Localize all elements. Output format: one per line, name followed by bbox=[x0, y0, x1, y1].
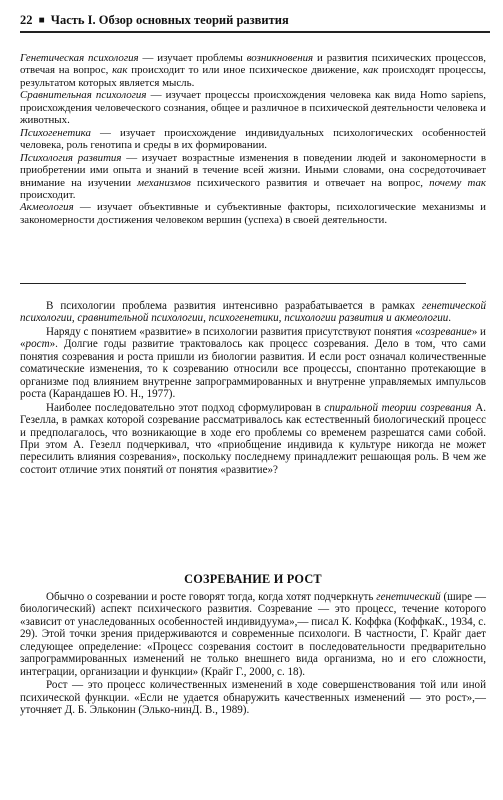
definitions-box bbox=[20, 52, 486, 226]
body-text bbox=[20, 300, 486, 476]
header-rule bbox=[20, 31, 490, 33]
definition-psychogenetics: Психогенетика — изучает происхождение индивидуальных психологических особенностей человека, роль генотипа и среды в их формировании. bbox=[20, 126, 486, 152]
page-number: 22 bbox=[20, 13, 33, 27]
paragraph: Наряду с понятием «развитие» в психологии развития присутствуют понятия «созревание» и «рост». Долгие годы развитие трактовалось как процесс созревания. Дело в том, что сами понятия созревания и роста пришли из биологии развития. И если рост означал количественные соматические изменения, то к созреванию относили все процессы, спонтанно протекающие в организме под влиянием внутренне запрограммированных и внутренне управляемых импульсов роста (Карандашев Ю. Н., 1977). bbox=[20, 325, 486, 401]
definition-development: Психология развития — изучает возрастные изменения в поведении людей и закономерности в приобретении ими опыта и знаний в течение всей жизни. Иными словами, она сосредоточивает внимание на изучении механизмов психического развития и отвечает на вопрос, почему так происходит. bbox=[20, 151, 486, 201]
definition-term: Акмеология bbox=[20, 201, 74, 214]
definitions-rule bbox=[20, 283, 466, 284]
definition-comparative: Сравнительная психология — изучает процессы происхождения человека как вида Homo sapiens, происхождения человеческого сознания, общее и различное в психической деятельности человека и животных. bbox=[20, 89, 486, 127]
body-text-section bbox=[20, 591, 486, 717]
section-heading: СОЗРЕВАНИЕ И РОСТ bbox=[184, 572, 322, 586]
definition-term: Психология развития bbox=[20, 151, 122, 164]
definition-term: Психогенетика bbox=[20, 126, 91, 139]
definition-term: Генетическая психология bbox=[20, 52, 139, 64]
header-title: Часть I. Обзор основных теорий развития bbox=[50, 13, 289, 27]
definition-acmeology: Акмеология — изучает объективные и субъективные факторы, психологические механизмы и закономерности достижения человеком вершин (успеха) в своей деятельности. bbox=[20, 201, 486, 226]
paragraph: Обычно о созревании и росте говорят тогда, когда хотят подчеркнуть генетический (шире — биологический) аспект психического развития. Созревание — это процесс, течение которого «зависит от унаследованных особенностей индивидуума»,— писал К. Коффка (КоффкаК., 1934, с. 29). Этой точки зрения придерживаются и современные психологи. В частности, Г. Крайг дает следующее определение: «Процесс созревания состоит в последовательности предварительно запрограммированных изменений не только внешнего вида организма, но и его сложности, интеграции, организации и функции» (Крайг Г., 2000, с. 18). bbox=[20, 591, 486, 678]
running-header bbox=[20, 9, 490, 31]
section-mark: ■ bbox=[38, 15, 45, 26]
definition-genetic: Генетическая психология — изучает проблемы возникновения и развития психических процессов, отвечая на вопрос, как происходит то или иное психическое движение, как происходят процессы, результатом которых является мысль. bbox=[20, 52, 487, 89]
definition-term: Сравнительная психология bbox=[20, 89, 147, 102]
paragraph: В психологии проблема развития интенсивно разрабатывается в рамках генетической психологии, сравнительной психологии, психогенетики, психологии развития и акмеологии. bbox=[20, 300, 486, 325]
paragraph: Наиболее последовательно этот подход сформулирован в спиральной теории созревания А. Гезелла, в рамках которой созревание рассматривалось как естественный биологический процесс и предполагалось, что возникающие в ходе его проблемы со временем разрешатся сами собой. При этом А. Гезелл подчеркивал, что «приобщение индивида к культуре никогда не может пересилить влияния созревания», поскольку последнему принадлежит решающая роль. В чем же состоит отличие этих понятий от понятия «развитие»? bbox=[20, 401, 486, 476]
paragraph: Рост — это процесс количественных изменений в ходе совершенствования той или иной психической функции. «Если не удается обнаружить качественных изменений — это рост»,— уточняет Д. Б. Эльконин (Элько-нинД. В., 1989). bbox=[20, 679, 486, 717]
